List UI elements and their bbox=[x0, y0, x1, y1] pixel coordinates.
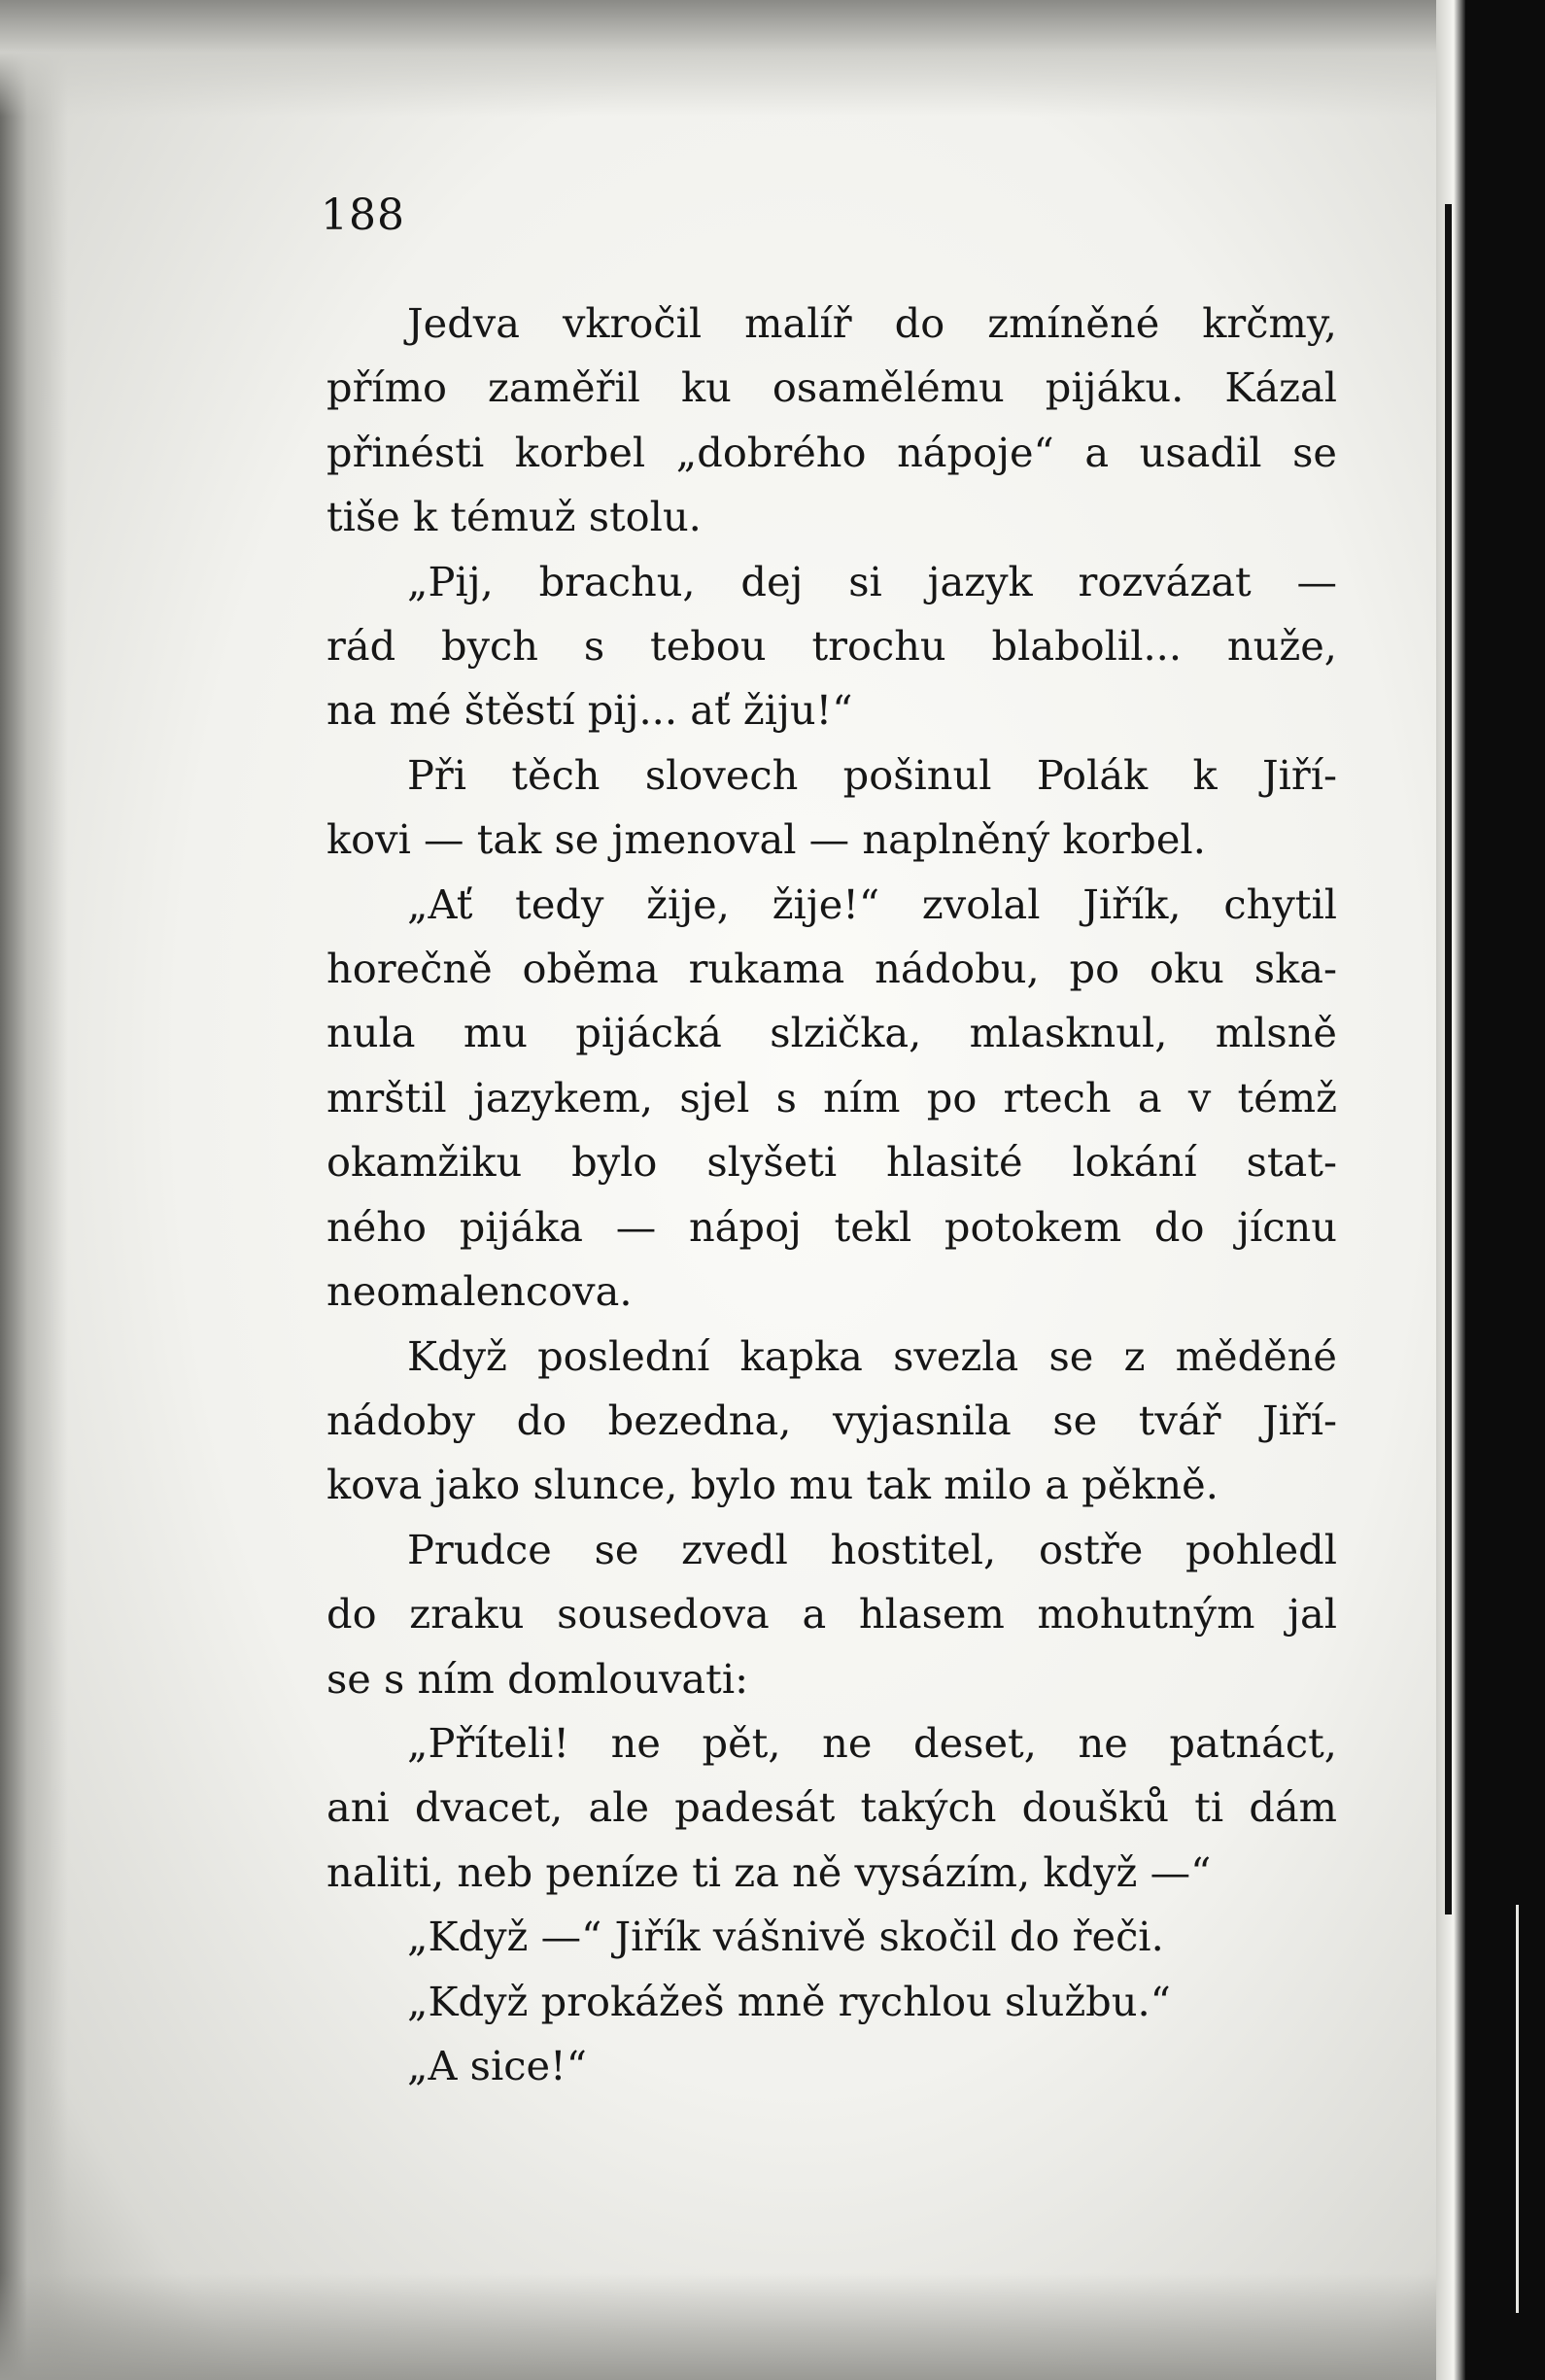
text-line: kova jako slunce, bylo mu tak milo a pěkně. bbox=[326, 1461, 1219, 1509]
text-line: neomalencova. bbox=[326, 1267, 633, 1316]
text-line: mrštil jazykem, sjel s ním po rtech a v témž bbox=[326, 1073, 1337, 1121]
text-line: nula mu pijácká slzička, mlasknul, mlsně bbox=[326, 1009, 1337, 1057]
text-line: se s ním domlouvati: bbox=[326, 1654, 749, 1703]
text-line: „Ať tedy žije, žije!“ zvolal Jiřík, chytil bbox=[407, 880, 1337, 928]
text-line: ného pijáka — nápoj tekl potokem do jícnu bbox=[326, 1202, 1337, 1251]
text-line: na mé štěstí pij... ať žiju!“ bbox=[326, 686, 853, 735]
text-line: ani dvacet, ale padesát takých doušků ti dám bbox=[326, 1783, 1337, 1832]
page-edge-rule bbox=[1445, 204, 1452, 1914]
text-line: rád bych s tebou trochu blabolil... nuže, bbox=[326, 622, 1337, 671]
body-text bbox=[326, 292, 1337, 2098]
text-line: nádoby do bezedna, vyjasnila se tvář Jiří- bbox=[326, 1396, 1337, 1444]
text-line: „A sice!“ bbox=[407, 2041, 587, 2089]
text-line: do zraku sousedova a hlasem mohutným jal bbox=[326, 1590, 1337, 1638]
text-line: kovi — tak se jmenoval — naplněný korbel. bbox=[326, 815, 1206, 864]
page-shadow-top bbox=[0, 0, 1453, 117]
text-line: tiše k témuž stolu. bbox=[326, 493, 702, 541]
text-line: Když poslední kapka svezla se z měděné bbox=[407, 1331, 1337, 1380]
next-page-edge bbox=[1516, 1905, 1519, 2313]
text-line: „Pij, brachu, dej si jazyk rozvázat — bbox=[407, 557, 1337, 605]
page-number: 188 bbox=[321, 190, 405, 240]
page-shadow-bottom bbox=[0, 2273, 1453, 2380]
text-line: „Když —“ Jiřík vášnivě skočil do řeči. bbox=[407, 1913, 1164, 1961]
text-line: Jedva vkročil malíř do zmíněné krčmy, bbox=[407, 299, 1337, 347]
text-line: přímo zaměřil ku osamělému pijáku. Kázal bbox=[326, 363, 1337, 412]
page-shadow-left bbox=[0, 0, 68, 2380]
text-line: „Když prokážeš mně rychlou službu.“ bbox=[407, 1977, 1171, 2025]
text-line: „Příteli! ne pět, ne deset, ne patnáct, bbox=[407, 1718, 1337, 1767]
text-line: přinésti korbel „dobrého nápoje“ a usadil se bbox=[326, 428, 1337, 476]
text-line: naliti, neb peníze ti za ně vysázím, když —“ bbox=[326, 1847, 1212, 1896]
text-line: horečně oběma rukama nádobu, po oku ska- bbox=[326, 945, 1337, 993]
text-line: Prudce se zvedl hostitel, ostře pohledl bbox=[407, 1525, 1337, 1573]
text-line: Při těch slovech pošinul Polák k Jiří- bbox=[407, 750, 1337, 799]
text-line: okamžiku bylo slyšeti hlasité lokání stat- bbox=[326, 1138, 1337, 1187]
